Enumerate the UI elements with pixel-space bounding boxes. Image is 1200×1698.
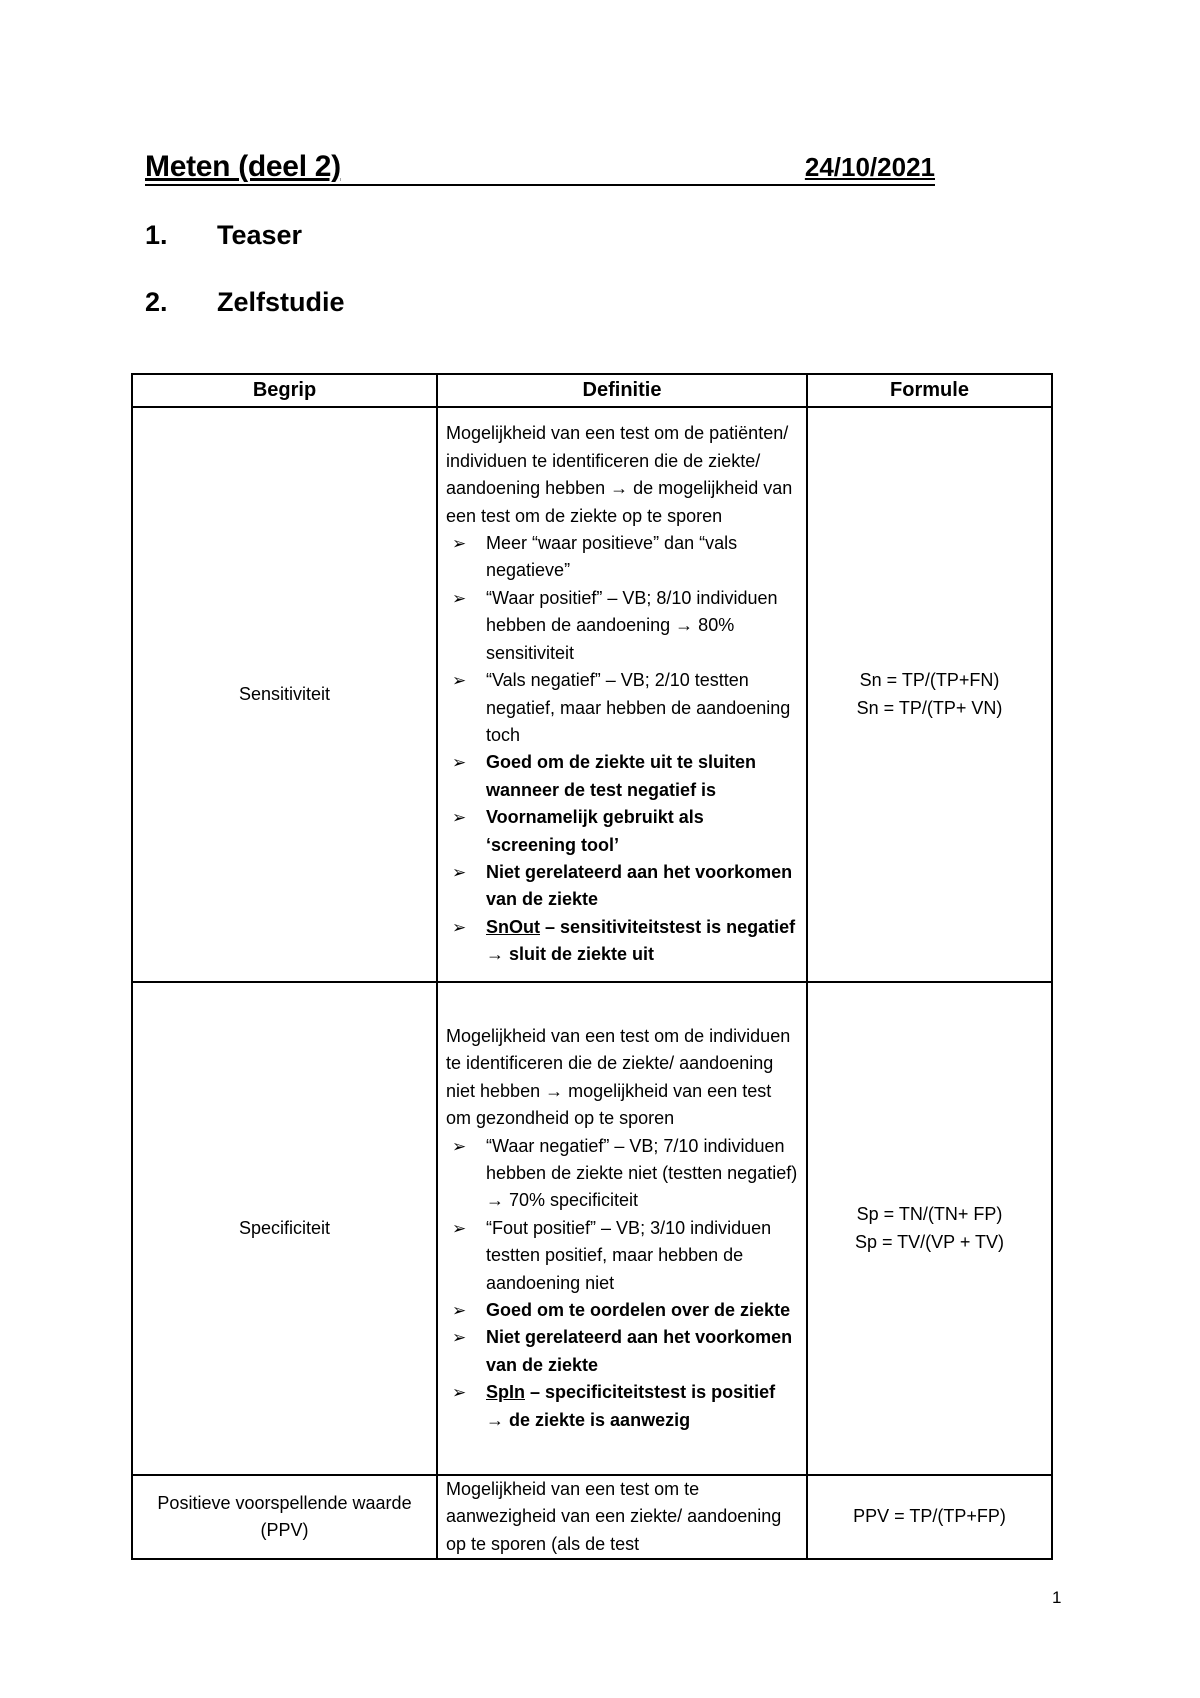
formule-cell [807, 1475, 1052, 1559]
definitie-cell [437, 407, 807, 982]
formula-line: Sn = TP/(TP+FN) [859, 670, 1000, 691]
section-number: 2. [145, 287, 168, 317]
begrip-cell: Sensitiviteit [132, 407, 437, 982]
begrip-cell: Positieve voorspellende waarde (PPV) [132, 1475, 437, 1559]
acronym-spin: SpIn [486, 1382, 525, 1403]
arrow-bullet-icon: ➢ [452, 917, 467, 937]
column-header-begrip: Begrip [132, 374, 437, 407]
section-number: 1. [145, 220, 168, 250]
table-row [132, 1475, 1052, 1559]
formule-cell [807, 407, 1052, 982]
formula-line: PPV = TP/(TP+FP) [853, 1506, 1006, 1527]
formula-line: Sp = TV/(VP + TV) [854, 1231, 1005, 1252]
arrow-bullet-icon: ➢ [452, 753, 467, 773]
concepts-table [131, 373, 1053, 1560]
arrow-bullet-icon: ➢ [452, 862, 467, 882]
formula-line: Sp = TN/(TN+ FP) [856, 1204, 1003, 1225]
table-header-row [132, 374, 1052, 407]
list-item: ➢ “Vals negatief” – VB; 2/10 testten negatief, maar hebben de aandoening toch [446, 667, 798, 749]
list-item: ➢ Meer “waar positieve” dan “vals negatieve” [446, 530, 798, 585]
definitie-text: Mogelijkheid van een test om te aanwezigheid van een ziekte/ aandoening op te sporen (als de test [446, 1479, 782, 1554]
page-number: 1 [1052, 1588, 1062, 1607]
begrip-cell: Specificiteit [132, 982, 437, 1475]
page-date: 24/10/2021 [804, 152, 935, 182]
bullet-list [446, 530, 798, 969]
definitie-cell [437, 982, 807, 1475]
arrow-bullet-icon: ➢ [452, 534, 467, 554]
definitie-cell [437, 1475, 807, 1559]
list-item: ➢ Voornamelijk gebruikt als ‘screening tool’ [446, 804, 798, 859]
page-title: Meten (deel 2) [145, 150, 341, 183]
arrow-bullet-icon: ➢ [452, 1136, 467, 1156]
section-title: Zelfstudie [217, 287, 345, 317]
table-row [132, 407, 1052, 982]
arrow-bullet-icon: ➢ [452, 588, 467, 608]
bullet-list [446, 1133, 798, 1434]
arrow-bullet-icon: ➢ [452, 671, 467, 691]
formule-cell [807, 982, 1052, 1475]
arrow-bullet-icon: ➢ [452, 1383, 467, 1403]
list-item: ➢ Niet gerelateerd aan het voorkomen van de ziekte [446, 859, 798, 914]
table-row [132, 982, 1052, 1475]
list-item: ➢ Niet gerelateerd aan het voorkomen van de ziekte [446, 1324, 798, 1379]
section-heading-teaser [145, 220, 302, 251]
list-item: ➢ Goed om de ziekte uit te sluiten wanneer de test negatief is [446, 749, 798, 804]
arrow-bullet-icon: ➢ [452, 1328, 467, 1348]
section-heading-zelfstudie [145, 287, 345, 318]
arrow-bullet-icon: ➢ [452, 808, 467, 828]
list-item: ➢ SnOut – sensitiviteitstest is negatief → sluit de ziekte uit [446, 914, 798, 969]
list-item: ➢ “Waar positief” – VB; 8/10 individuen hebben de aandoening → 80% sensitiviteit [446, 585, 798, 667]
list-item: ➢ “Fout positief” – VB; 3/10 individuen testten positief, maar hebben de aandoening niet [446, 1215, 798, 1297]
list-item: ➢ “Waar negatief” – VB; 7/10 individuen hebben de ziekte niet (testten negatief) → 70% specificiteit [446, 1133, 798, 1215]
title-row [145, 150, 935, 186]
arrow-bullet-icon: ➢ [452, 1218, 467, 1238]
acronym-snout: SnOut [486, 916, 540, 937]
section-title: Teaser [217, 220, 303, 250]
definitie-text: Mogelijkheid van een test om de individuen te identificeren die de ziekte/ aandoening niet hebben → mogelijkheid van een test om gezondheid op te sporen [446, 1025, 791, 1129]
list-item: ➢ SpIn – specificiteitstest is positief → de ziekte is aanwezig [446, 1379, 798, 1434]
column-header-definitie: Definitie [437, 374, 807, 407]
list-item: ➢ Goed om te oordelen over de ziekte [446, 1297, 798, 1324]
arrow-bullet-icon: ➢ [452, 1301, 467, 1321]
column-header-formule: Formule [807, 374, 1052, 407]
formula-line: Sn = TP/(TP+ VN) [856, 697, 1003, 718]
definitie-text: Mogelijkheid van een test om de patiënten/ individuen te identificeren die de ziekte/ aandoening hebben → de mogelijkheid van een test om de ziekte op te sporen [446, 423, 793, 526]
